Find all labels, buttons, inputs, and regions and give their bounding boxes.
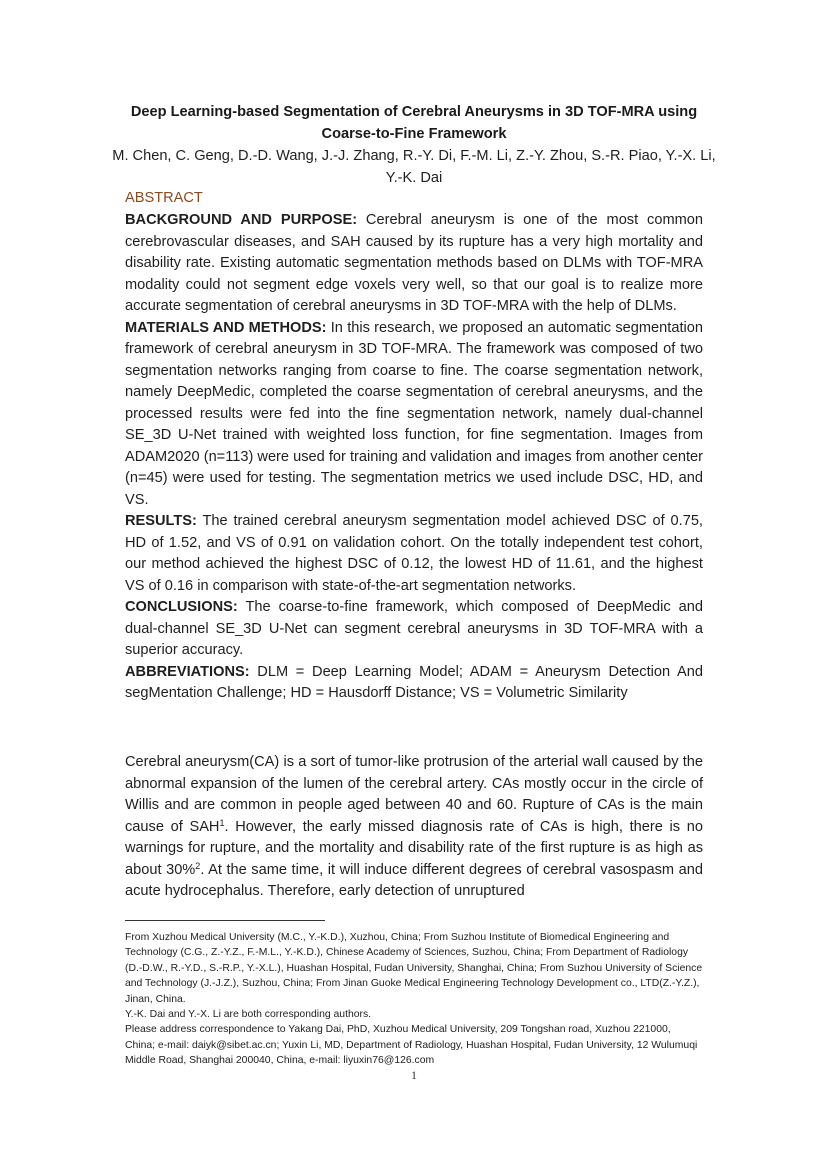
results-text: The trained cerebral aneurysm segmentation model achieved DSC of 0.75, HD of 1.52, and VS of 0.91 on validation cohort. On the totally independent test cohort, our method achieved the highest DSC of 0.12, the lowest HD of 11.61, and the highest VS of 0.16 in comparison with state-of-the-art segmentation networks. [125, 513, 703, 594]
body-text-part1: Cerebral aneurysm(CA) is a sort of tumor-like protrusion of the arterial wall caused by the abnormal expansion of the lumen of the cerebral artery. CAs mostly occur in the circle of Willis and are common in people aged between 40 and 60. Rupture of CAs is the main cause of SAH [125, 754, 703, 835]
body-text-part3: . At the same time, it will induce different degrees of cerebral vasospasm and acute hydrocephalus. Therefore, early detection of unruptured [125, 861, 703, 899]
background-label: BACKGROUND AND PURPOSE: [125, 212, 358, 228]
background-text: Cerebral aneurysm is one of the most common cerebrovascular diseases, and SAH caused by its rupture has a very high mortality and disability rate. Existing automatic segmentation methods based on DLMs with TOF-MRA modality could not segment edge voxels very well, so that our goal is to realize more accurate segmentation of cerebral aneurysms in 3D TOF-MRA with the help of DLMs. [125, 212, 703, 314]
citation-1[interactable]: 1 [219, 817, 225, 828]
footnote-corresponding: Y.-K. Dai and Y.-X. Li are both corresponding authors. [125, 1009, 372, 1021]
footnote-correspondence: Please address correspondence to Yakang Dai, PhD, Xuzhou Medical University, 209 Tongshan road, Xuzhou 221000, China; e-mail: daiyk@sibet.ac.cn; Yuxin Li, MD, Department of Radiology, Huashan Hospital, Fudan University, 12 Wulumuqi Middle Road, Shanghai 200040, China, e-mail: liyuxin76@126.com [125, 1024, 698, 1067]
author-list: M. Chen, C. Geng, D.-D. Wang, J.-J. Zhang, R.-Y. Di, F.-M. Li, Z.-Y. Zhou, S.-R. Piao, Y.-X. Li, Y.-K. Dai [112, 148, 716, 186]
abbreviations-text: DLM = Deep Learning Model; ADAM = Aneurysm Detection And segMentation Challenge; HD = Hausdorff Distance; VS = Volumetric Similarity [125, 663, 703, 701]
methods-label: MATERIALS AND METHODS: [125, 319, 327, 336]
abstract-section [125, 210, 703, 705]
citation-2[interactable]: 2 [195, 860, 201, 871]
abbreviations-label: ABBREVIATIONS: [125, 663, 250, 680]
abstract-results [125, 511, 703, 597]
footnote-separator [125, 920, 325, 921]
abstract-background [125, 210, 703, 318]
footnote-affiliations: From Xuzhou Medical University (M.C., Y.-K.D.), Xuzhou, China; From Suzhou Institute of Biomedical Engineering and Technology (C.G., Z.-Y.Z., F.-M.L., Y.-K.D.), Chinese Academy of Sciences, Suzhou, China; From Department of Radiology (D.-D.W., R.-Y.D., S.-R.P., Y.-X.L.), Huashan Hospital, Fudan University, Shanghai, China; From Suzhou University of Science and Technology (J.-J.Z.), Suzhou, China; From Jinan Guoke Medical Engineering Technology Development co., LTD(Z.-Y.Z.), Jinan, China. [125, 932, 703, 1005]
results-label: RESULTS: [125, 513, 197, 529]
abstract-heading: ABSTRACT [125, 190, 203, 206]
introduction-paragraph [125, 752, 703, 903]
conclusions-text: The coarse-to-fine framework, which composed of DeepMedic and dual-channel SE_3D U-Net can segment cerebral aneurysms in 3D TOF-MRA with a superior accuracy. [125, 599, 703, 658]
abstract-abbreviations [125, 662, 703, 705]
methods-text: In this research, we proposed an automatic segmentation framework of cerebral aneurysm in 3D TOF-MRA. The framework was composed of two segmentation networks ranging from coarse to fine. The coarse segmentation network, namely DeepMedic, completed the coarse segmentation of cerebral aneurysms, and the processed results were fed into the fine segmentation network, namely dual-channel SE_3D U-Net trained with weighted loss function, for fine segmentation. Images from ADAM2020 (n=113) were used for training and validation and images from another center (n=45) were used for testing. The segmentation metrics we used include DSC, HD, and VS. [125, 319, 703, 508]
paper-title: Deep Learning-based Segmentation of Cerebral Aneurysms in 3D TOF-MRA using Coarse-to-Fine Framework [130, 104, 698, 142]
page-number: 1 [411, 1068, 417, 1082]
body-paragraph [125, 752, 703, 903]
conclusions-label: CONCLUSIONS: [125, 599, 238, 615]
footnotes [125, 930, 703, 1069]
abstract-conclusions [125, 597, 703, 662]
body-text-part2: . However, the early missed diagnosis rate of CAs is high, there is no warnings for rupture, and the mortality and disability rate of the first rupture is as high as about 30% [125, 818, 703, 878]
abstract-methods [125, 318, 703, 512]
